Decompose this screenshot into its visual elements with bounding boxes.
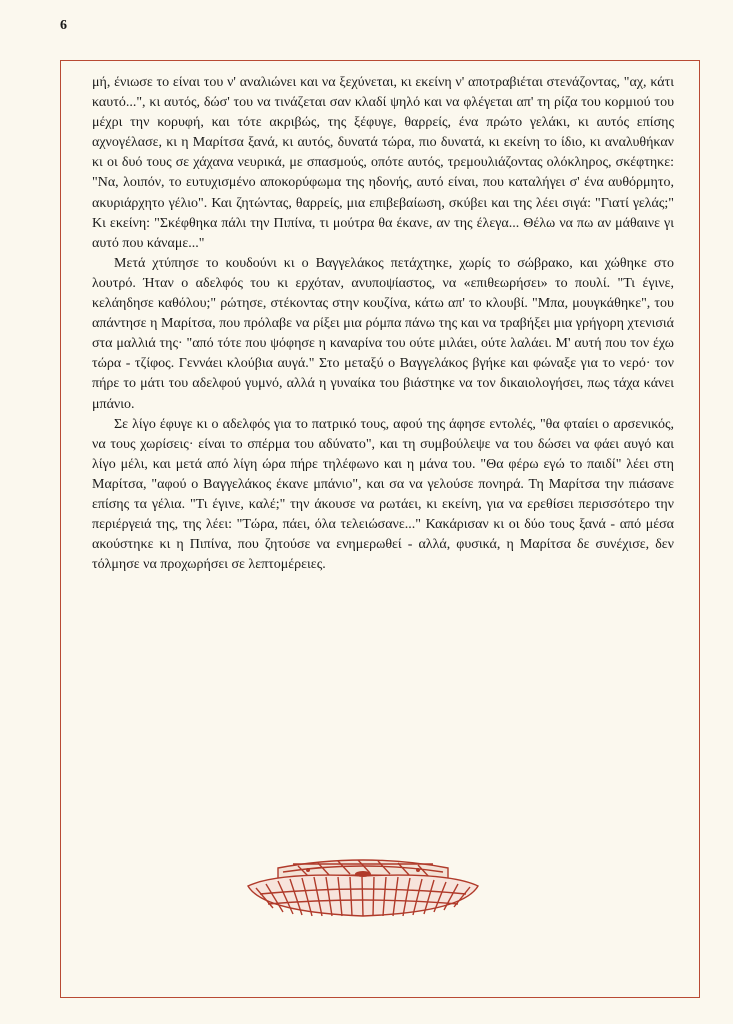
body-text: [92, 73, 674, 575]
page-number: 6: [60, 18, 67, 33]
paragraph-2: Μετά χτύπησε το κουδούνι κι ο Βαγγελάκος πετάχτηκε, χωρίς το σώβρακο, και χώθηκε στο λουτρό. Ήταν ο αδελφός του κι ερχόταν, ανυποψίαστος, να «επιθεωρήσει» το πουλί. "Τι έγινε, κελάηδησε καθόλου;" ρώτησε, στέκοντας στην κουζίνα, κάτω απ' το κλουβί. "Μπα, μουγκάθηκε", του απάντησε η Μαρίτσα, που πρόλαβε να ρίξει μια ρόμπα πάνω της και να τραβήξει μια γρήγορη χτενισιά στα μαλλιά της· "από τότε που ψόφησε η καναρίνα του ούτε μιλάει, ούτε λαλάει. Μ' αυτή που τον έχω τώρα - τζίφος. Γεννάει κλούβια αυγά." Στο μεταξύ ο Βαγγελάκος βγήκε και φώναξε για το νερό· τον πήρε το μάτι του αδελφού γυμνό, αλλά η γυναίκα του βιάστηκε να τον δικαιολογήσει, πως τάχα κάνει μπάνιο.: [92, 255, 674, 412]
broom-head-icon: [238, 850, 488, 920]
paragraph-1: μή, ένιωσε το είναι του ν' αναλιώνει και να ξεχύνεται, κι εκείνη ν' αποτραβιέται στενάζοντας, "αχ, κάτι καυτό...", κι αυτός, δώσ' του να τινάζεται σαν κλαδί ψηλό και να φλέγεται απ' τη ρίζα του κορμιού του μέχρι την κορυφή, και τότε ακριβώς, της ξέφυγε, θαρρείς, ένα πρώτο γελάκι, κι αυτός επίσης αχνογέλασε, κι η Μαρίτσα ξανά, κι αυτός, δυνατά τώρα, πιο δυνατά, κι εκείνη το ίδιο, κι αναλυθήκαν κι οι δυό τους σε χάχανα νευρικά, με σπασμούς, οπότε αυτός, τρεμουλιάζοντας ολόκληρος, σκέφτηκε: "Να, λοιπόν, το ευτυχισμένο αποκορύφωμα της ηδονής, αυτό είναι, που καταλήγει σ' ένα αυθόρμητο, ακυριάρχητο γέλιο". Και ζητώντας, θαρρείς, μια επιβεβαίωση, σκύβει και της λέει σιγά: "Γιατί γελάς;" Κι εκείνη: "Σκέφθηκα πάλι την Πιπίνα, τι μούτρα θα έκανε, αν της έλεγα... Θέλω να πω αν μάθαινε γι αυτό που κάναμε...": [92, 75, 674, 251]
paragraph-3: Σε λίγο έφυγε κι ο αδελφός για το πατρικό τους, αφού της άφησε εντολές, "θα φταίει ο αρσενικός, να τους χωρίσεις· είναι το σπέρμα του αδύνατο", και τη συμβούλεψε να του δώσει να φάει αυγό και λίγο μέλι, και μετά από λίγη ώρα πήρε τηλέφωνο και η μάνα του. "Θα φέρω εγώ το παιδί" λέει στη Μαρίτσα, "αφού ο Βαγγελάκος έκανε μπάνιο", και σα να γελούσε πονηρά. Τη Μαρίτσα την πιάσανε επίσης τα γέλια. "Τι έγινε, καλέ;" την άκουσε να ρωτάει, κι εκείνη, για να ερεθίσει περισσότερο την περιέργειά της, της λέει: "Τώρα, πάει, όλα τελειώσανε..." Κακάρισαν κι οι δύο τους ξανά - από μέσα ακούστηκε κι η Πιπίνα, που ζητούσε να ενημερωθεί - αλλά, φυσικά, η Μαρίτσα δε συνέχισε, δεν τόλμησε να προχωρήσει σε λεπτομέρειες.: [92, 416, 674, 573]
